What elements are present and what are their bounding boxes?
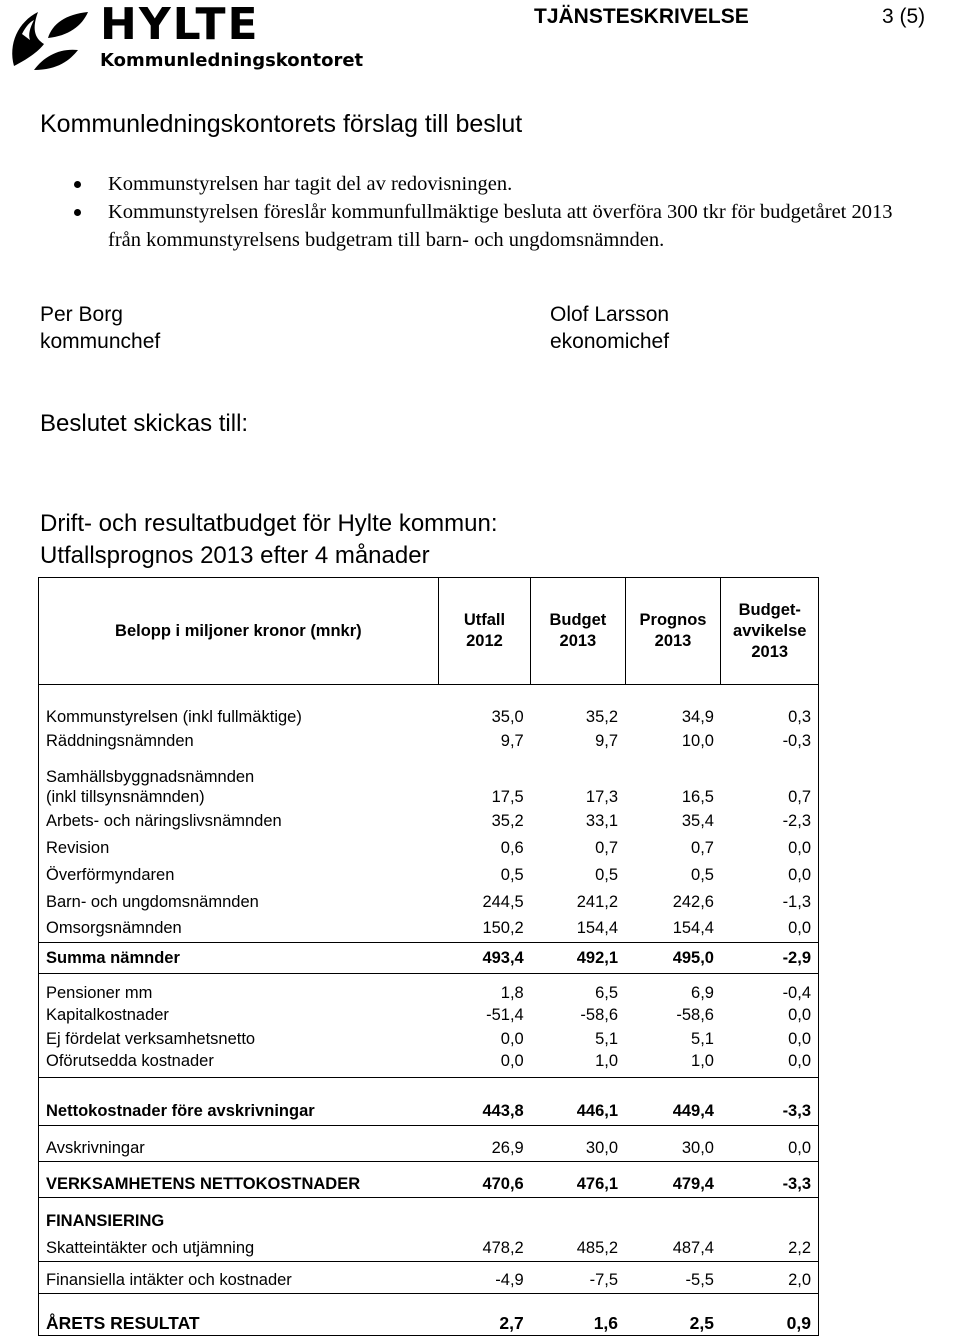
- cell: 0,0: [788, 838, 811, 857]
- row-label: Avskrivningar: [39, 1125, 439, 1161]
- cell: -58,6: [676, 1006, 714, 1024]
- cell: 35,4: [681, 811, 714, 830]
- subtotal-row: [39, 942, 819, 973]
- cell: -51,4: [486, 1006, 524, 1024]
- cell: 1,0: [531, 1051, 625, 1077]
- row-label: Finansiella intäkter och kostnader: [39, 1261, 439, 1293]
- proposal-heading: Kommunledningskontorets förslag till beslut: [40, 110, 523, 138]
- table-row: [39, 727, 819, 755]
- cell: 470,6: [438, 1161, 531, 1197]
- cell: 33,1: [585, 811, 619, 830]
- cell: -2,3: [782, 811, 811, 830]
- cell: 2,2: [721, 1231, 819, 1261]
- cell: 1,6: [593, 1312, 619, 1333]
- cell: -7,5: [531, 1261, 625, 1293]
- row-label: Oförutsedda kostnader: [39, 1051, 439, 1077]
- cell: 2,0: [721, 1261, 819, 1293]
- proposal-item: Kommunstyrelsen har tagit del av redovisningen.: [108, 170, 928, 198]
- cell: 1,8: [500, 984, 524, 1002]
- cell: 34,9: [681, 708, 714, 726]
- proposal-list: [108, 170, 928, 254]
- header-amount: Belopp i miljoner kronor (mnkr): [39, 578, 439, 685]
- header-forecast-2013: Prognos 2013: [625, 578, 721, 685]
- cell: 35,2: [585, 708, 619, 726]
- signature-title: kommunchef: [40, 330, 161, 353]
- proposal-item: Kommunstyrelsen föreslår kommunfullmäktige besluta att överföra 300 tkr för budgetåret 2013 från kommunstyrelsens budgetram till barn- och ungdomsnämnden.: [108, 198, 928, 254]
- result-row: [39, 1293, 819, 1335]
- cell: 476,1: [531, 1161, 625, 1197]
- cell: 17,3: [585, 788, 619, 806]
- document-type: TJÄNSTESKRIVELSE: [534, 5, 749, 28]
- table-row: [39, 755, 819, 807]
- cell: -3,3: [721, 1077, 819, 1125]
- cell: -2,9: [721, 942, 819, 973]
- header-outcome-2012: Utfall 2012: [438, 578, 531, 685]
- logo-wordmark: HYLTE: [100, 0, 260, 50]
- cell: -5,5: [625, 1261, 721, 1293]
- row-label: Summa nämnder: [39, 942, 439, 973]
- cell: -4,9: [438, 1261, 531, 1293]
- cell: 492,1: [531, 942, 625, 973]
- row-label: Revision: [46, 838, 110, 857]
- table-row: [39, 1231, 819, 1261]
- table-row: [39, 807, 819, 834]
- distribution-label: Beslutet skickas till:: [40, 410, 249, 437]
- cell: 0,5: [595, 865, 619, 884]
- cell: 5,1: [691, 1030, 714, 1048]
- cell: 35,2: [491, 811, 524, 830]
- table-row: [39, 973, 819, 1003]
- cell: 0,0: [788, 1006, 811, 1024]
- table-row: [39, 888, 819, 915]
- cell: 30,0: [625, 1125, 721, 1161]
- row-label: Överförmyndaren: [46, 865, 175, 884]
- cell: 150,2: [438, 915, 531, 942]
- row-label: FINANSIERING: [46, 1212, 165, 1230]
- subtotal-row: [39, 1161, 819, 1197]
- cell: 0,0: [721, 1051, 819, 1077]
- cell: 0,0: [438, 1051, 531, 1077]
- cell: 0,7: [691, 838, 714, 857]
- cell: 446,1: [531, 1077, 625, 1125]
- table-header-row: [39, 578, 819, 685]
- cell: 0,7: [788, 788, 811, 806]
- row-label: Kommunstyrelsen (inkl fullmäktige): [46, 708, 302, 726]
- row-label: Räddningsnämnden: [46, 732, 194, 750]
- cell: [531, 1197, 625, 1231]
- cell: 17,5: [491, 788, 524, 806]
- table-title-line: Drift- och resultatbudget för Hylte kommun:: [40, 510, 498, 537]
- cell: 26,9: [438, 1125, 531, 1161]
- cell: 479,4: [625, 1161, 721, 1197]
- hylte-emblem-icon: [4, 4, 96, 76]
- cell: 0,0: [721, 915, 819, 942]
- cell: 30,0: [531, 1125, 625, 1161]
- table-row: [39, 1125, 819, 1161]
- signature-name: Olof Larsson: [550, 303, 670, 326]
- row-label: Pensioner mm: [46, 984, 153, 1002]
- table-row: [39, 1027, 819, 1051]
- cell: 0,7: [595, 838, 619, 857]
- cell: 478,2: [438, 1231, 531, 1261]
- subtotal-row: [39, 1077, 819, 1125]
- table-row: [39, 1261, 819, 1293]
- cell: 1,0: [625, 1051, 721, 1077]
- cell: -0,3: [782, 732, 811, 750]
- cell: 493,4: [438, 942, 531, 973]
- row-label: Ej fördelat verksamhetsnetto: [46, 1030, 256, 1048]
- table-row: [39, 834, 819, 861]
- cell: 6,5: [595, 984, 619, 1002]
- cell: 154,4: [531, 915, 625, 942]
- cell: 242,6: [672, 892, 714, 911]
- table-row: [39, 1003, 819, 1027]
- row-label: Arbets- och näringslivsnämnden: [46, 811, 282, 830]
- cell: -58,6: [580, 1006, 619, 1024]
- signature-block: [550, 301, 669, 355]
- cell: 10,0: [681, 732, 714, 750]
- cell: 2,7: [499, 1312, 524, 1333]
- cell: 0,9: [786, 1312, 811, 1333]
- cell: 154,4: [625, 915, 721, 942]
- row-label: Kapitalkostnader: [46, 1006, 169, 1024]
- cell: 9,7: [595, 732, 619, 750]
- cell: [438, 1197, 531, 1231]
- cell: -3,3: [721, 1161, 819, 1197]
- signature-title: ekonomichef: [550, 330, 670, 353]
- section-row: [39, 1197, 819, 1231]
- logo-department: Kommunledningskontoret: [100, 50, 364, 71]
- cell: -1,3: [782, 892, 811, 911]
- table-row: [39, 685, 819, 728]
- page-number: 3 (5): [882, 5, 926, 28]
- cell: 487,4: [625, 1231, 721, 1261]
- cell: 449,4: [625, 1077, 721, 1125]
- cell: 0,5: [691, 865, 714, 884]
- cell: 35,0: [491, 708, 524, 726]
- header-budget-2013: Budget 2013: [531, 578, 625, 685]
- cell: 485,2: [531, 1231, 625, 1261]
- cell: 5,1: [595, 1030, 619, 1048]
- row-label: VERKSAMHETENS NETTOKOSTNADER: [39, 1161, 439, 1197]
- cell: 0,0: [788, 865, 811, 884]
- row-label: Omsorgsnämnden: [39, 915, 439, 942]
- signature-name: Per Borg: [40, 303, 123, 326]
- cell: [721, 1197, 819, 1231]
- row-label: ÅRETS RESULTAT: [46, 1312, 200, 1333]
- cell: 0,3: [788, 708, 811, 726]
- cell: [625, 1197, 721, 1231]
- cell: 2,5: [689, 1312, 714, 1333]
- cell: 0,0: [721, 1125, 819, 1161]
- table-title: [40, 508, 498, 572]
- table-row: [39, 1051, 819, 1077]
- row-label: Samhällsbyggnadsnämnden (inkl tillsynsnämnden): [46, 768, 255, 806]
- header-deviation-2013: Budget- avvikelse 2013: [721, 578, 819, 685]
- table-row: [39, 915, 819, 942]
- row-label: Nettokostnader före avskrivningar: [39, 1077, 439, 1125]
- cell: 0,6: [500, 838, 524, 857]
- cell: 443,8: [438, 1077, 531, 1125]
- cell: 0,0: [500, 1030, 524, 1048]
- cell: 9,7: [500, 732, 524, 750]
- cell: 0,0: [788, 1030, 811, 1048]
- cell: -0,4: [782, 984, 811, 1002]
- signature-block: [40, 301, 160, 355]
- cell: 6,9: [691, 984, 714, 1002]
- table-title-line: Utfallsprognos 2013 efter 4 månader: [40, 542, 430, 569]
- cell: 0,5: [500, 865, 524, 884]
- cell: 495,0: [625, 942, 721, 973]
- cell: 241,2: [576, 892, 619, 911]
- table-row: [39, 861, 819, 888]
- cell: 16,5: [681, 788, 714, 806]
- row-label: Barn- och ungdomsnämnden: [46, 892, 259, 911]
- budget-table: [38, 577, 819, 1336]
- cell: 244,5: [482, 892, 524, 911]
- row-label: Skatteintäkter och utjämning: [39, 1231, 439, 1261]
- hylte-logo: [4, 0, 364, 74]
